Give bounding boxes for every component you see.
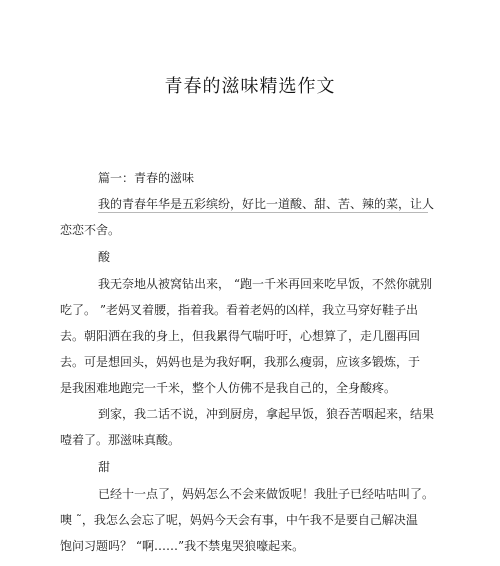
text-underline bbox=[98, 212, 428, 213]
document-title: 青春的滋味精选作文 bbox=[164, 76, 336, 97]
section-heading: 篇一：青春的滋味 bbox=[98, 171, 195, 185]
subsection-heading-sour: 酸 bbox=[98, 250, 111, 264]
subsection-heading-sweet: 甜 bbox=[98, 460, 111, 474]
paragraph-line: 去。可是想回头，妈妈也是为我好啊，我那么瘦弱，应该多锻炼，于 bbox=[60, 355, 421, 369]
paragraph-line: 到家，我二话不说，冲到厨房，拿起早饭，狼吞苦咽起来，结果 bbox=[98, 407, 435, 421]
paragraph-line: 噢 ˜，我怎么会忘了呢，妈妈今天会有事，中午我不是要自己解决温 bbox=[60, 513, 418, 527]
paragraph-line: 吃了。 ”老妈叉着腰，指着我。看着老妈的凶样，我立马穿好鞋子出 bbox=[60, 303, 418, 317]
paragraph-line: 噎着了。那滋味真酸。 bbox=[60, 433, 181, 447]
paragraph-line: 去。朝阳洒在我的身上，但我累得气喘吁吁，心想算了，走几圈再回 bbox=[60, 329, 421, 343]
paragraph-line: 是我困难地跑完一千米，整个人仿佛不是我自己的，全身酸疼。 bbox=[60, 381, 397, 395]
paragraph-line: 饱问习题吗？ “啊……”我不禁鬼哭狼嚎起来。 bbox=[60, 539, 305, 553]
paragraph-line: 我的青春年华是五彩缤纷，好比一道酸、甜、苦、辣的菜，让人 bbox=[98, 197, 435, 211]
paragraph-line: 我无奈地从被窝钻出来， “跑一千米再回来吃早饭，不然你就别 bbox=[98, 277, 432, 291]
paragraph-line: 恋恋不舍。 bbox=[60, 223, 121, 237]
paragraph-line: 已经十一点了，妈妈怎么不会来做饭呢！我肚子已经咕咕叫了。 bbox=[98, 487, 435, 501]
